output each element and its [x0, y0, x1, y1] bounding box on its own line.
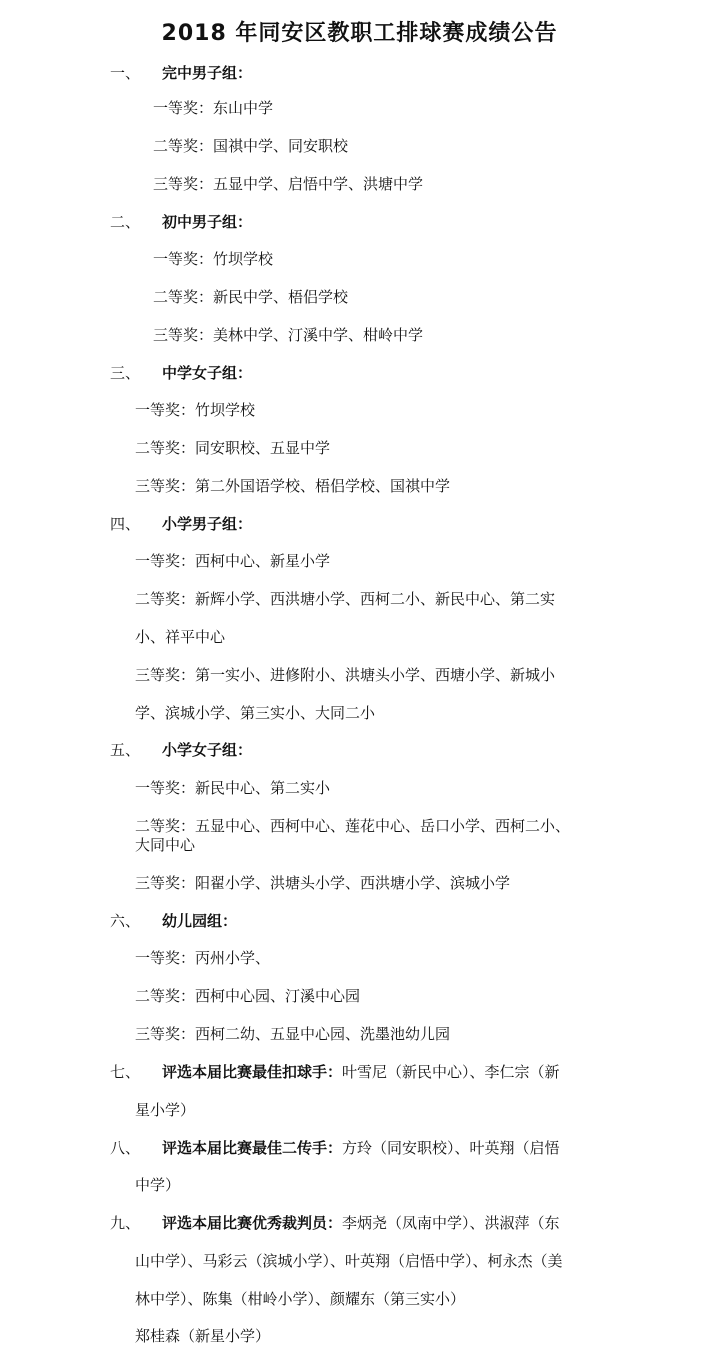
- section-heading: [110, 513, 252, 534]
- award-line: 一等奖：竹坝学校: [135, 401, 256, 419]
- award-label: 评选本届比赛优秀裁判员：: [162, 1214, 343, 1232]
- award-line: 小、祥平中心: [135, 628, 226, 646]
- award-line: 三等奖：第一实小、进修附小、洪塘头小学、西塘小学、新城小: [135, 666, 556, 684]
- section-number: 七、: [110, 1063, 141, 1081]
- award-line: 二等奖：国祺中学、同安职校: [153, 137, 349, 155]
- section-number: 二、: [110, 213, 141, 231]
- section-heading: [110, 739, 252, 760]
- award-line: 三等奖：西柯二幼、五显中心园、洗墨池幼儿园: [135, 1025, 451, 1043]
- award-line: 三等奖：美林中学、汀溪中学、柑岭中学: [153, 326, 424, 344]
- award-winners-cont: 中学）: [135, 1176, 181, 1194]
- section-name: 初中男子组：: [162, 213, 253, 231]
- award-line: 二等奖：同安职校、五显中学: [135, 439, 331, 457]
- section-number: 四、: [110, 515, 141, 533]
- award-line: 三等奖：第二外国语学校、梧侣学校、国祺中学: [135, 477, 451, 495]
- award-line: 一等奖：新民中心、第二实小: [135, 779, 331, 797]
- section-name: 小学女子组：: [162, 741, 253, 759]
- section-name: 完中男子组：: [162, 64, 253, 82]
- special-award: [110, 1061, 560, 1082]
- section-name: 中学女子组：: [162, 364, 253, 382]
- section-number: 六、: [110, 912, 141, 930]
- award-winners: 叶雪尼（新民中心）、李仁宗（新: [342, 1063, 560, 1081]
- section-heading: [110, 62, 252, 83]
- award-winners: 方玲（同安职校）、叶英翔（启悟: [342, 1139, 560, 1157]
- section-number: 五、: [110, 741, 141, 759]
- award-line: 三等奖：阳翟小学、洪塘头小学、西洪塘小学、滨城小学: [135, 874, 511, 892]
- award-label: 评选本届比赛最佳扣球手：: [162, 1063, 343, 1081]
- award-line: 二等奖：西柯中心园、汀溪中心园: [135, 987, 361, 1005]
- award-line: 二等奖：新民中学、梧侣学校: [153, 288, 349, 306]
- special-award: [110, 1137, 560, 1158]
- award-line: 一等奖：丙州小学、: [135, 949, 271, 967]
- section-heading: [110, 211, 252, 232]
- award-line: 一等奖：东山中学: [153, 99, 274, 117]
- section-heading: [110, 362, 252, 383]
- award-line: 一等奖：竹坝学校: [153, 250, 274, 268]
- award-winners-cont: 星小学）: [135, 1101, 196, 1119]
- section-name: 小学男子组：: [162, 515, 253, 533]
- award-line: 三等奖：五显中学、启悟中学、洪塘中学: [153, 175, 424, 193]
- page-title: 2018 年同安区教职工排球赛成绩公告: [161, 21, 558, 46]
- award-winners-cont: 郑桂森（新星小学）: [135, 1327, 271, 1345]
- award-label: 评选本届比赛最佳二传手：: [162, 1139, 343, 1157]
- section-number: 九、: [110, 1214, 141, 1232]
- award-winners-cont: 山中学）、马彩云（滨城小学）、叶英翔（启悟中学）、柯永杰（美: [135, 1252, 563, 1270]
- award-line: 二等奖：新辉小学、西洪塘小学、西柯二小、新民中心、第二实: [135, 590, 556, 608]
- award-winners-cont: 林中学）、陈集（柑岭小学）、颜耀东（第三实小）: [135, 1290, 466, 1308]
- award-line: 学、滨城小学、第三实小、大同二小: [135, 704, 376, 722]
- section-heading: [110, 910, 237, 931]
- section-number: 一、: [110, 64, 141, 82]
- award-line: 二等奖：五显中心、西柯中心、莲花中心、岳口小学、西柯二小、: [135, 817, 571, 835]
- section-number: 三、: [110, 364, 141, 382]
- award-line: 大同中心: [135, 836, 196, 854]
- special-award: [110, 1212, 560, 1233]
- award-winners: 李炳尧（凤南中学）、洪淑萍（东: [342, 1214, 560, 1232]
- section-number: 八、: [110, 1139, 141, 1157]
- section-name: 幼儿园组：: [162, 912, 238, 930]
- award-line: 一等奖：西柯中心、新星小学: [135, 552, 331, 570]
